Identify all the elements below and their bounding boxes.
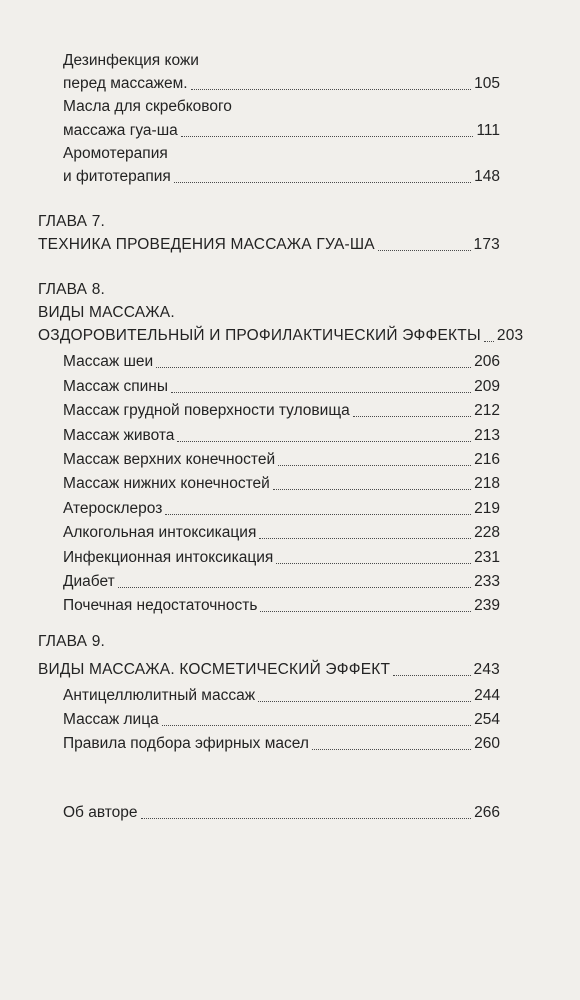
- toc-page-number: 173: [473, 236, 500, 253]
- dot-leader: [258, 701, 471, 702]
- toc-page-number: 228: [474, 524, 500, 541]
- toc-page-number: 203: [496, 327, 524, 344]
- toc-page-number: 260: [474, 735, 500, 752]
- toc-entry-text: ОЗДОРОВИТЕЛЬНЫЙ И ПРОФИЛАКТИЧЕСКИЙ ЭФФЕКТЫ: [38, 327, 481, 344]
- chapter-heading: ГЛАВА 8.: [38, 281, 106, 298]
- toc-entry: [63, 427, 500, 445]
- chapter-heading: ГЛАВА 7.: [38, 213, 106, 230]
- toc-entry-text: Аромотерапия: [63, 145, 168, 162]
- dot-leader: [312, 749, 471, 750]
- dot-leader: [165, 514, 471, 515]
- toc-entry: [63, 475, 500, 493]
- toc-entry-text: Дезинфекция кожи: [63, 52, 199, 69]
- toc-entry: [63, 75, 500, 93]
- toc-entry-text: Антицеллюлитный массаж: [63, 687, 256, 704]
- toc-entry-text: ТЕХНИКА ПРОВЕДЕНИЯ МАССАЖА ГУА-ША: [38, 236, 375, 253]
- dot-leader: [276, 563, 471, 564]
- toc-entry-text: массажа гуа-ша: [63, 122, 178, 139]
- toc-page-number: 243: [473, 661, 500, 678]
- toc-entry-text: Почечная недостаточность: [63, 597, 258, 614]
- toc-page-number: 206: [474, 353, 500, 370]
- toc-page-number: 105: [474, 75, 500, 92]
- chapter-heading: ГЛАВА 9.: [38, 633, 106, 650]
- toc-page-number: 218: [474, 475, 500, 492]
- toc-entry: [63, 122, 500, 140]
- dot-leader: [174, 182, 471, 183]
- toc-entry-text: Алкогольная интоксикация: [63, 524, 257, 541]
- toc-entry: [63, 451, 500, 469]
- toc-entry: [63, 402, 500, 420]
- toc-entry: [63, 735, 500, 753]
- toc-entry-text: Масла для скребкового: [63, 98, 232, 115]
- toc-page-number: 148: [474, 168, 500, 185]
- dot-leader: [171, 392, 471, 393]
- toc-entry-text: перед массажем.: [63, 75, 188, 92]
- toc-entry-text: Массаж лица: [63, 711, 159, 728]
- toc-page-number: 233: [474, 573, 500, 590]
- dot-leader: [260, 611, 471, 612]
- dot-leader: [378, 250, 471, 251]
- dot-leader: [156, 367, 471, 368]
- toc-entry: [63, 353, 500, 371]
- toc-entry-text: Массаж живота: [63, 427, 175, 444]
- toc-entry-text: Атеросклероз: [63, 500, 163, 517]
- toc-entry-text: ВИДЫ МАССАЖА. КОСМЕТИЧЕСКИЙ ЭФФЕКТ: [38, 661, 391, 678]
- dot-leader: [181, 136, 474, 137]
- dot-leader: [177, 441, 471, 442]
- dot-leader: [162, 725, 471, 726]
- toc-entry-text: Инфекционная интоксикация: [63, 549, 274, 566]
- toc-entry: [63, 597, 500, 615]
- toc-entry-text: Правила подбора эфирных масел: [63, 735, 309, 752]
- toc-entry: [63, 687, 500, 705]
- toc-entry: [38, 236, 500, 254]
- toc-entry: [38, 661, 500, 679]
- toc-entry-text: Массаж грудной поверхности туловища: [63, 402, 350, 419]
- toc-entry: [63, 168, 500, 186]
- toc-entry-text: Диабет: [63, 573, 115, 590]
- toc-page-number: 254: [474, 711, 500, 728]
- toc-page-number: 209: [474, 378, 500, 395]
- toc-entry: [63, 804, 500, 822]
- dot-leader: [118, 587, 471, 588]
- toc-entry-text: Массаж нижних конечностей: [63, 475, 270, 492]
- toc-entry: [38, 327, 524, 345]
- toc-entry-text: Массаж верхних конечностей: [63, 451, 276, 468]
- toc-entry: [63, 378, 500, 396]
- dot-leader: [191, 89, 472, 90]
- toc-page-number: 212: [474, 402, 500, 419]
- dot-leader: [353, 416, 471, 417]
- toc-entry: [63, 500, 500, 518]
- chapter-title: ВИДЫ МАССАЖА.: [38, 304, 175, 321]
- toc-entry-text: Массаж шеи: [63, 353, 154, 370]
- toc-page-number: 219: [474, 500, 500, 517]
- dot-leader: [273, 489, 471, 490]
- toc-page-number: 244: [474, 687, 500, 704]
- toc-entry: [63, 549, 500, 567]
- toc-page-number: 111: [476, 122, 500, 139]
- toc-entry-text: и фитотерапия: [63, 168, 171, 185]
- dot-leader: [141, 818, 472, 819]
- toc-page-number: 239: [474, 597, 500, 614]
- dot-leader: [278, 465, 471, 466]
- dot-leader: [484, 341, 494, 342]
- toc-entry-text: Массаж спины: [63, 378, 169, 395]
- toc-entry-text: Об авторе: [63, 804, 138, 821]
- toc-page-number: 266: [474, 804, 500, 821]
- toc-page-number: 213: [474, 427, 500, 444]
- toc-entry: [63, 573, 500, 591]
- toc-entry: [63, 711, 500, 729]
- toc-entry: [63, 524, 500, 542]
- toc-page-number: 216: [474, 451, 500, 468]
- dot-leader: [393, 675, 470, 676]
- dot-leader: [259, 538, 471, 539]
- toc-page-number: 231: [474, 549, 500, 566]
